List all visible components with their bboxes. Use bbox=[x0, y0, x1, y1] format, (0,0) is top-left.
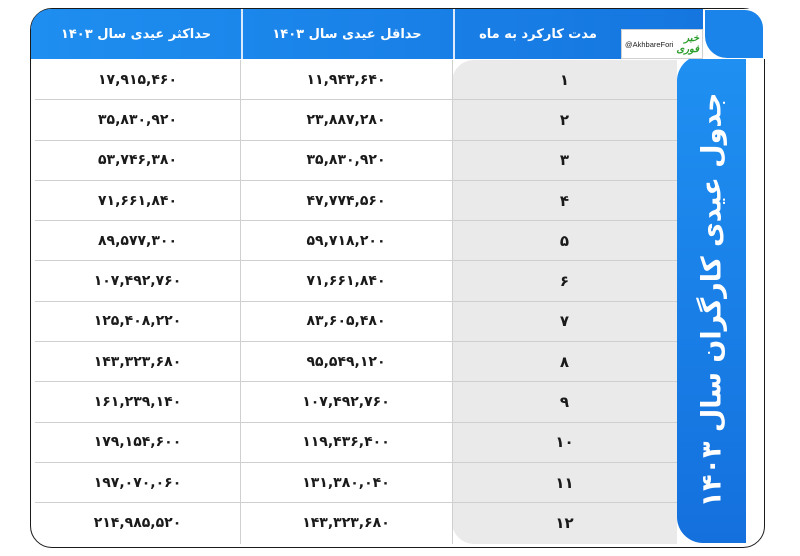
header-max-bonus: حداکثر عیدی سال ۱۴۰۳ bbox=[60, 26, 212, 42]
cell-min-bonus: ۸۳,۶۰۵,۴۸۰ bbox=[306, 313, 386, 330]
cell-months: ۱ bbox=[559, 70, 570, 89]
cell-min-bonus: ۱۱,۹۴۳,۶۴۰ bbox=[306, 71, 386, 88]
table-row bbox=[35, 141, 677, 181]
table-row bbox=[35, 423, 677, 463]
table-row bbox=[35, 60, 677, 100]
table-row bbox=[35, 463, 677, 503]
cell-min-bonus: ۱۱۹,۴۳۶,۴۰۰ bbox=[302, 434, 390, 451]
cell-min-bonus: ۱۳۱,۳۸۰,۰۴۰ bbox=[302, 474, 390, 491]
cell-max-bonus: ۱۷۹,۱۵۴,۶۰۰ bbox=[93, 434, 182, 451]
table-row bbox=[35, 181, 677, 221]
cell-min-bonus: ۱۴۳,۳۲۳,۶۸۰ bbox=[302, 515, 390, 532]
table-row bbox=[35, 221, 677, 261]
cell-max-bonus: ۲۱۴,۹۸۵,۵۲۰ bbox=[93, 515, 182, 532]
page-title: جدول عیدی کارگران سال ۱۴۰۳ bbox=[696, 92, 728, 508]
cell-max-bonus: ۱۰۷,۴۹۲,۷۶۰ bbox=[93, 273, 182, 290]
table-row bbox=[35, 342, 677, 382]
table-row bbox=[35, 382, 677, 422]
cell-max-bonus: ۳۵,۸۳۰,۹۲۰ bbox=[98, 111, 177, 128]
cell-months: ۱۲ bbox=[555, 514, 574, 533]
cell-max-bonus: ۱۷,۹۱۵,۴۶۰ bbox=[98, 71, 177, 88]
table-row bbox=[35, 302, 677, 342]
header-min-bonus: حداقل عیدی سال ۱۴۰۳ bbox=[272, 26, 422, 42]
cell-max-bonus: ۵۳,۷۴۶,۳۸۰ bbox=[98, 152, 177, 169]
cell-min-bonus: ۲۳,۸۸۷,۲۸۰ bbox=[306, 111, 386, 128]
cell-months: ۱۰ bbox=[555, 433, 574, 452]
cell-max-bonus: ۸۹,۵۷۷,۳۰۰ bbox=[98, 232, 177, 249]
cell-max-bonus: ۱۴۳,۳۲۳,۶۸۰ bbox=[93, 353, 182, 370]
cell-months: ۳ bbox=[559, 151, 570, 170]
cell-months: ۱۱ bbox=[555, 473, 574, 492]
cell-months: ۷ bbox=[559, 312, 570, 331]
table-row bbox=[35, 100, 677, 140]
cell-max-bonus: ۱۹۷,۰۷۰,۰۶۰ bbox=[93, 474, 182, 491]
brand-badge bbox=[621, 29, 703, 59]
bonus-table bbox=[35, 60, 677, 544]
table-header bbox=[31, 9, 703, 59]
cell-min-bonus: ۷۱,۶۶۱,۸۴۰ bbox=[306, 273, 386, 290]
cell-months: ۶ bbox=[559, 272, 570, 291]
cell-months: ۹ bbox=[559, 393, 570, 412]
header-months-worked: مدت کارکرد به ماه bbox=[479, 26, 597, 42]
cell-months: ۵ bbox=[559, 231, 570, 250]
cell-min-bonus: ۱۰۷,۴۹۲,۷۶۰ bbox=[302, 394, 390, 411]
cell-months: ۸ bbox=[559, 352, 570, 371]
brand-logo-icon: خبر فوری bbox=[676, 33, 699, 55]
cell-min-bonus: ۴۷,۷۷۴,۵۶۰ bbox=[306, 192, 386, 209]
cell-max-bonus: ۱۶۱,۲۳۹,۱۴۰ bbox=[93, 394, 182, 411]
side-accent-tab bbox=[705, 10, 763, 58]
brand-handle: @AkhbareFori bbox=[625, 39, 674, 49]
cell-max-bonus: ۱۲۵,۴۰۸,۲۲۰ bbox=[93, 313, 182, 330]
cell-min-bonus: ۵۹,۷۱۸,۲۰۰ bbox=[306, 232, 386, 249]
table-row bbox=[35, 503, 677, 543]
table-row bbox=[35, 261, 677, 301]
cell-months: ۴ bbox=[559, 191, 570, 210]
cell-min-bonus: ۹۵,۵۴۹,۱۲۰ bbox=[306, 353, 386, 370]
cell-max-bonus: ۷۱,۶۶۱,۸۴۰ bbox=[98, 192, 177, 209]
cell-min-bonus: ۳۵,۸۳۰,۹۲۰ bbox=[306, 152, 386, 169]
cell-months: ۲ bbox=[559, 110, 570, 129]
